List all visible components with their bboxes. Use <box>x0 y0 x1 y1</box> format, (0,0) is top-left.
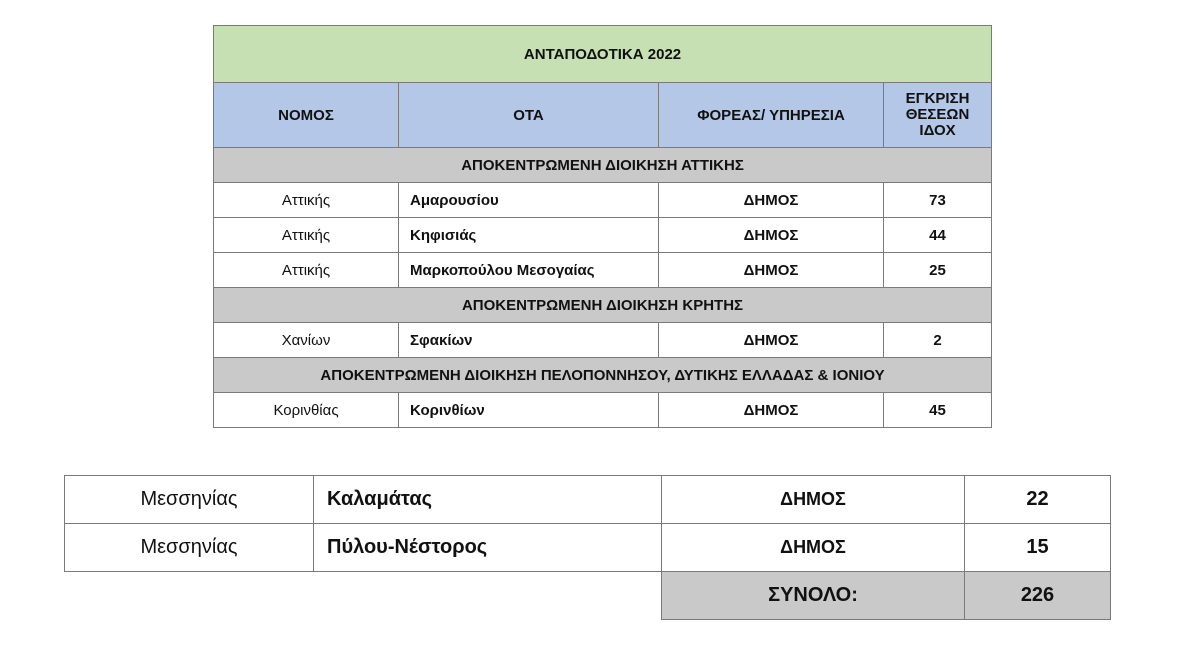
cell-foreas: ΔΗΜΟΣ <box>662 524 965 572</box>
header-nomos: ΝΟΜΟΣ <box>214 83 399 148</box>
cell-nomos: Αττικής <box>214 218 399 253</box>
cell-foreas: ΔΗΜΟΣ <box>659 393 884 428</box>
cell-positions: 73 <box>884 183 992 218</box>
section-row <box>214 288 992 323</box>
bottom-table <box>64 475 1111 620</box>
table-row <box>65 524 1111 572</box>
cell-nomos: Αττικής <box>214 253 399 288</box>
cell-positions: 25 <box>884 253 992 288</box>
header-row <box>214 83 992 148</box>
section-row <box>214 358 992 393</box>
cell-foreas: ΔΗΜΟΣ <box>659 323 884 358</box>
header-approval-line: ΘΕΣΕΩΝ <box>905 106 970 123</box>
cell-positions: 2 <box>884 323 992 358</box>
header-ota: ΟΤΑ <box>399 83 659 148</box>
cell-ota: Πύλου-Νέστορος <box>314 524 662 572</box>
table-row <box>214 323 992 358</box>
top-table <box>213 25 992 428</box>
cell-foreas: ΔΗΜΟΣ <box>662 476 965 524</box>
total-label: ΣΥΝΟΛΟ: <box>662 572 965 620</box>
cell-foreas: ΔΗΜΟΣ <box>659 183 884 218</box>
cell-ota: Μαρκοπούλου Μεσογαίας <box>399 253 659 288</box>
cell-ota: Κηφισιάς <box>399 218 659 253</box>
cell-nomos: Χανίων <box>214 323 399 358</box>
cell-foreas: ΔΗΜΟΣ <box>659 253 884 288</box>
table-row <box>214 218 992 253</box>
section-row <box>214 148 992 183</box>
header-foreas: ΦΟΡΕΑΣ/ ΥΠΗΡΕΣΙΑ <box>659 83 884 148</box>
cell-positions: 45 <box>884 393 992 428</box>
cell-foreas: ΔΗΜΟΣ <box>659 218 884 253</box>
table-row <box>65 476 1111 524</box>
total-value: 226 <box>965 572 1111 620</box>
cell-positions: 44 <box>884 218 992 253</box>
cell-ota: Καλαμάτας <box>314 476 662 524</box>
cell-nomos: Μεσσηνίας <box>65 476 314 524</box>
table-row <box>214 393 992 428</box>
total-row <box>65 572 1111 620</box>
cell-ota: Κορινθίων <box>399 393 659 428</box>
section-title: ΑΠΟΚΕΝΤΡΩΜΕΝΗ ΔΙΟΙΚΗΣΗ ΠΕΛΟΠΟΝΝΗΣΟΥ, ΔΥΤΙΚΗΣ ΕΛΛΑΔΑΣ & ΙΟΝΙΟΥ <box>214 358 992 393</box>
title-row <box>214 26 992 83</box>
cell-positions: 15 <box>965 524 1111 572</box>
table-title: ΑΝΤΑΠΟΔΟΤΙΚΑ 2022 <box>214 26 992 83</box>
cell-nomos: Αττικής <box>214 183 399 218</box>
cell-ota: Αμαρουσίου <box>399 183 659 218</box>
header-approval-line: ΕΓΚΡΙΣΗ <box>905 90 970 107</box>
cell-ota: Σφακίων <box>399 323 659 358</box>
header-approval-line: ΙΔΟΧ <box>919 122 956 139</box>
cell-nomos: Κορινθίας <box>214 393 399 428</box>
section-title: ΑΠΟΚΕΝΤΡΩΜΕΝΗ ΔΙΟΙΚΗΣΗ ΑΤΤΙΚΗΣ <box>214 148 992 183</box>
section-title: ΑΠΟΚΕΝΤΡΩΜΕΝΗ ΔΙΟΙΚΗΣΗ ΚΡΗΤΗΣ <box>214 288 992 323</box>
cell-nomos: Μεσσηνίας <box>65 524 314 572</box>
blank-cell <box>65 572 662 620</box>
table-row <box>214 183 992 218</box>
cell-positions: 22 <box>965 476 1111 524</box>
header-approval <box>884 83 992 148</box>
table-row <box>214 253 992 288</box>
